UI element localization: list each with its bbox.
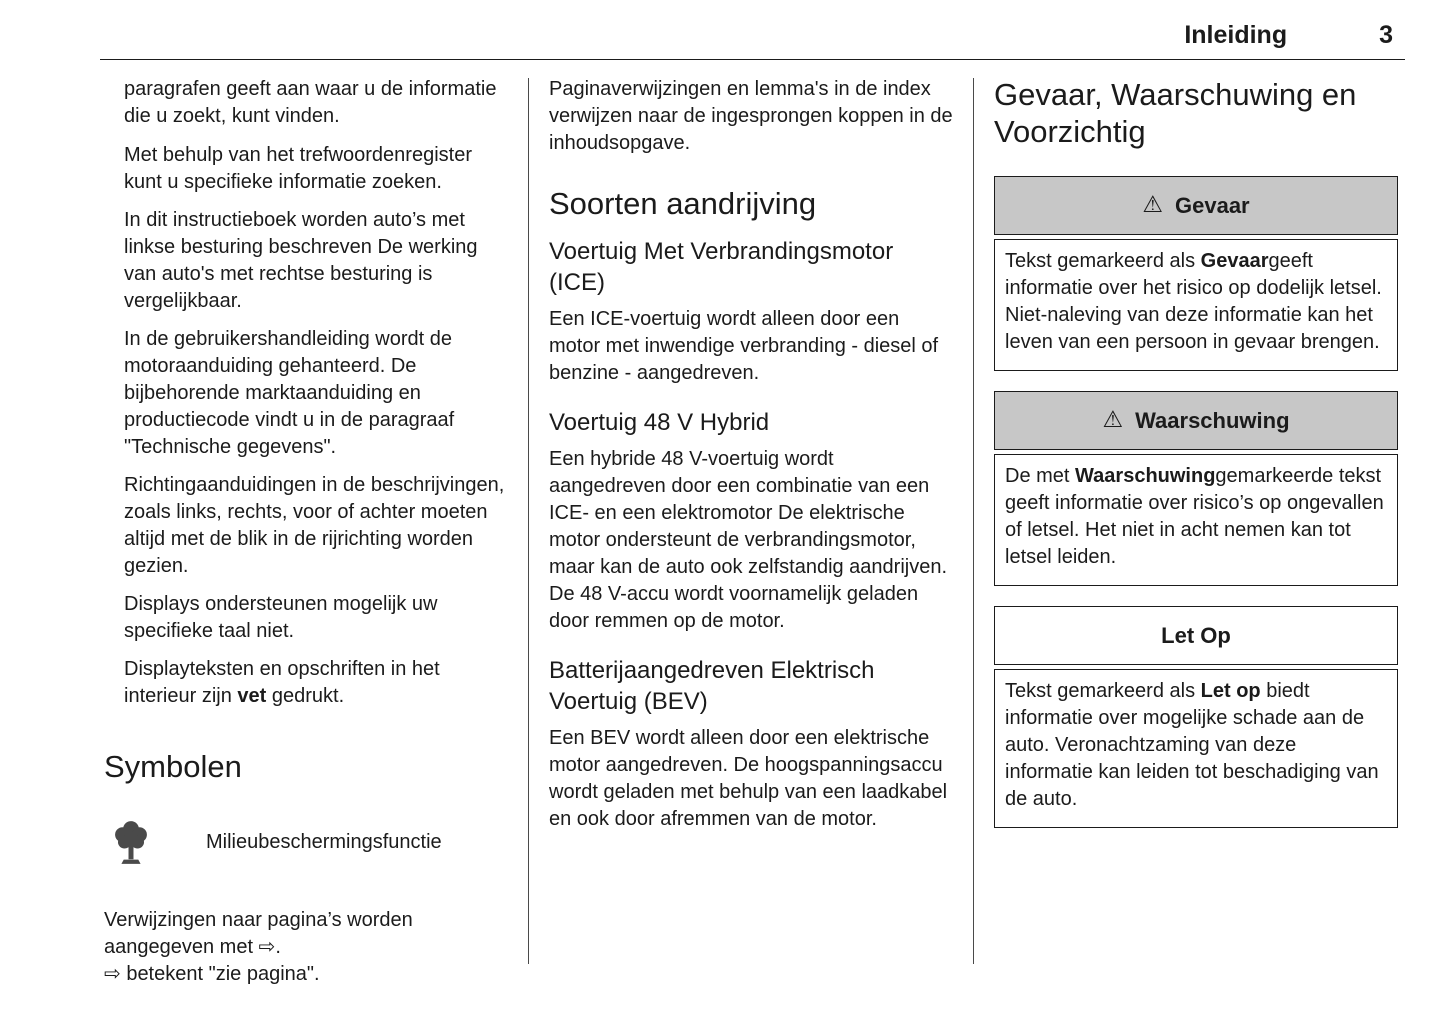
danger-box-header [994,176,1398,235]
list-item: In de gebruikershandleiding wordt de motoraanduiding gehanteerd. De bijbehorende marktaanduiding en productiecode vindt u in de paragraaf "Technische gegevens". [104,326,508,461]
page-number: 3 [1379,21,1393,49]
caution-box-header [994,606,1398,665]
caution-box [994,606,1398,828]
intro-paragraph: paragrafen geeft aan waar u de informatie die u zoekt, kunt vinden. [124,78,497,127]
warning-box [994,391,1398,586]
bev-section-title: Batterijaangedreven Elektrisch Voertuig (BEV) [549,657,875,715]
page-header [100,0,1405,60]
list-item: In dit instructieboek worden auto’s met linkse besturing beschreven De werking van auto's met rechtse besturing is vergelijkbaar. [104,207,508,315]
reference-meaning: ⇨ betekent "zie pagina". [104,963,320,985]
danger-box [994,176,1398,371]
bullet-icon [104,326,124,461]
page-reference-note [104,907,508,988]
list-item: Richtingaanduidingen in de beschrijvingen, zoals links, rechts, voor of achter moeten altijd met de blik in de rijrichting worden gezien. [104,472,508,580]
warning-triangle-icon: ⚠ [1102,406,1124,432]
middle-column [549,76,953,837]
reference-text: Verwijzingen naar pagina’s worden aangegeven met ⇨. [104,909,413,958]
bullet-icon [104,656,124,710]
ice-section-title: Voertuig Met Verbrandingsmotor (ICE) [549,238,894,296]
list-item: Displays ondersteunen mogelijk uw specifieke taal niet. [104,591,508,645]
caution-box-title: Let Op [1161,623,1231,648]
hybrid-section-title: Voertuig 48 V Hybrid [549,409,770,436]
warning-box-body: De met Waarschuwinggemarkeerde tekst geeft informatie over risico’s op ongevallen of letsel. Het niet in acht nemen kan tot letsel leiden. [994,454,1398,586]
bullet-icon [104,472,124,580]
danger-box-body: Tekst gemarkeerd als Gevaargeeft informatie over het risico op dodelijk letsel. Niet-naleving van deze informatie kan het leven van een persoon in gevaar brengen. [994,239,1398,371]
left-column [104,76,508,988]
index-note-paragraph: Paginaverwijzingen en lemma's in de index verwijzen naar de ingesprongen koppen in de inhoudsopgave. [549,78,953,154]
page-content [0,60,1445,988]
list-item: Met behulp van het trefwoordenregister kunt u specifieke informatie zoeken. [104,142,508,196]
warning-triangle-icon: ⚠ [1142,191,1163,217]
hybrid-section-body: Een hybride 48 V-voertuig wordt aangedreven door een combinatie van een ICE- en een elektromotor De elektrische motor ondersteunt de verbrandingsmotor, maar kan de auto ook zelfstandig aandrijven. De 48 V-accu wordt voornamelijk geladen door remmen op de motor. [549,448,948,632]
right-column [994,76,1398,828]
symbol-label: Milieubeschermingsfunctie [206,830,442,853]
chapter-title: Inleiding [1184,21,1288,49]
list-item: Displayteksten en opschriften in het interieur zijn vet gedrukt. [104,656,508,710]
symbol-row [108,819,508,865]
bev-section-body: Een BEV wordt alleen door een elektrische motor aangedreven. De hoogspanningsaccu wordt geladen met behulp van een laadkabel en ook door afremmen van de motor. [549,727,948,830]
drivetrain-heading: Soorten aandrijving [549,186,817,221]
bullet-icon [104,207,124,315]
bullet-icon [104,591,124,645]
caution-box-body: Tekst gemarkeerd als Let op biedt informatie over mogelijke schade aan de auto. Veronachtzaming van deze informatie kan leiden tot beschadiging van de auto. [994,669,1398,828]
column-divider [973,78,974,964]
danger-box-title: Gevaar [1175,193,1250,218]
notes-bullet-list [104,142,508,710]
bullet-icon [104,142,124,196]
symbols-heading: Symbolen [104,749,242,784]
environment-tree-icon [108,819,154,865]
warnings-heading: Gevaar, Waarschuwing en Voorzichtig [994,77,1357,149]
warning-box-title: Waarschuwing [1135,408,1290,433]
column-divider [528,78,529,964]
ice-section-body: Een ICE-voertuig wordt alleen door een motor met inwendige verbranding - diesel of benzine - aangedreven. [549,308,939,384]
warning-box-header [994,391,1398,450]
